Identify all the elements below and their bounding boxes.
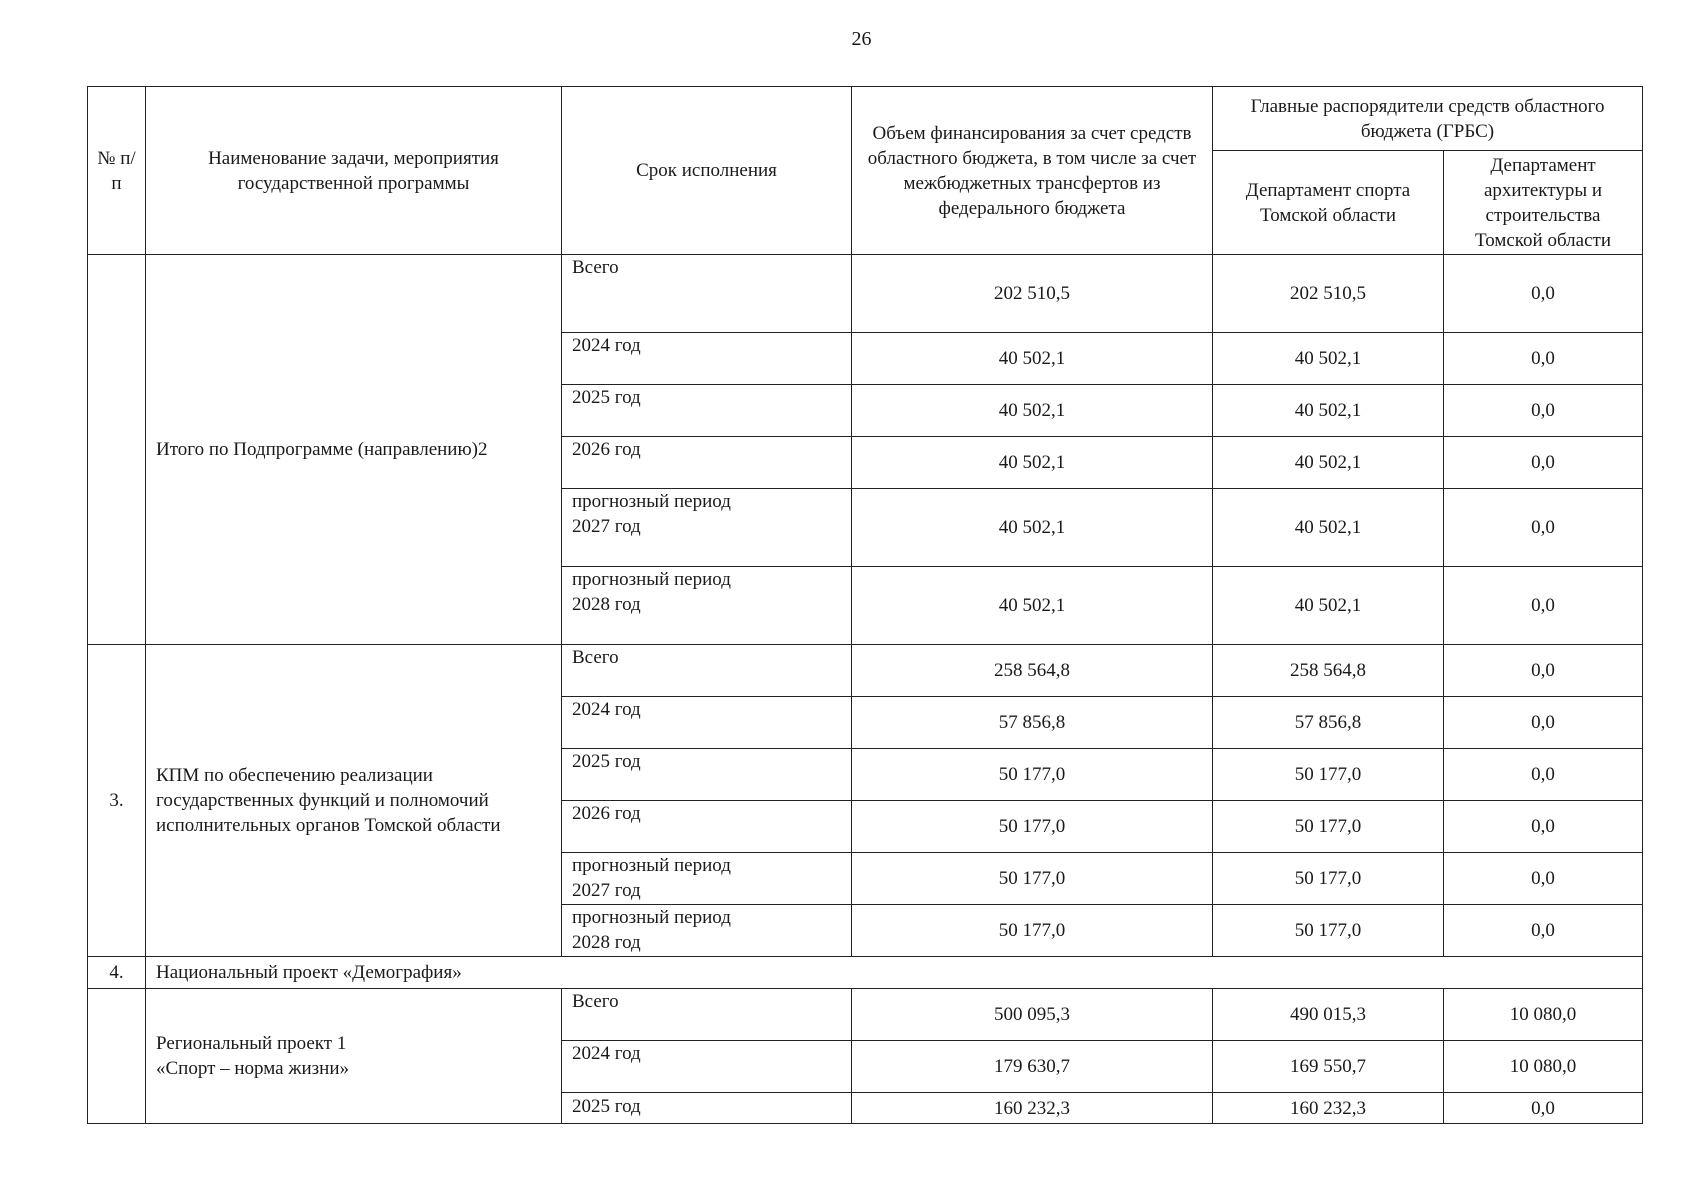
term-cell bbox=[562, 1093, 852, 1124]
header-term: Срок исполнения bbox=[562, 87, 852, 255]
dept-architecture-value: 0,0 bbox=[1444, 749, 1643, 801]
row-number bbox=[88, 255, 146, 645]
funding-volume: 50 177,0 bbox=[852, 853, 1213, 905]
row-number: 3. bbox=[88, 645, 146, 957]
funding-volume: 57 856,8 bbox=[852, 697, 1213, 749]
term-cell bbox=[562, 749, 852, 801]
dept-sport-value: 40 502,1 bbox=[1213, 385, 1444, 437]
term-cell bbox=[562, 645, 852, 697]
term-label: прогнозный период bbox=[572, 491, 731, 512]
term-label: прогнозный период bbox=[572, 855, 731, 876]
dept-architecture-value: 0,0 bbox=[1444, 905, 1643, 957]
page-number: 26 bbox=[851, 28, 872, 50]
project-name bbox=[146, 989, 562, 1124]
project-name-line: Региональный проект 1 bbox=[156, 1033, 347, 1054]
dept-architecture-value: 0,0 bbox=[1444, 255, 1643, 333]
term-cell bbox=[562, 1041, 852, 1093]
header-number: № п/п bbox=[88, 87, 146, 255]
table-row bbox=[88, 989, 1643, 1041]
dept-architecture-value: 10 080,0 bbox=[1444, 1041, 1643, 1093]
dept-architecture-value: 0,0 bbox=[1444, 333, 1643, 385]
term-cell bbox=[562, 905, 852, 957]
funding-volume: 202 510,5 bbox=[852, 255, 1213, 333]
dept-sport-value: 40 502,1 bbox=[1213, 567, 1444, 645]
dept-architecture-value: 0,0 bbox=[1444, 385, 1643, 437]
dept-architecture-value: 0,0 bbox=[1444, 801, 1643, 853]
dept-sport-value: 57 856,8 bbox=[1213, 697, 1444, 749]
funding-volume: 160 232,3 bbox=[852, 1093, 1213, 1124]
funding-volume: 40 502,1 bbox=[852, 437, 1213, 489]
dept-sport-value: 50 177,0 bbox=[1213, 749, 1444, 801]
term-label: 2025 год bbox=[572, 751, 641, 772]
term-cell bbox=[562, 697, 852, 749]
task-name: КПМ по обеспечению реализации государственных функций и полномочий исполнительных органов Томской области bbox=[146, 645, 562, 957]
term-year: 2028 год bbox=[572, 594, 641, 615]
dept-sport-value: 50 177,0 bbox=[1213, 853, 1444, 905]
funding-volume: 179 630,7 bbox=[852, 1041, 1213, 1093]
term-year: 2028 год bbox=[572, 932, 641, 953]
section-title: Национальный проект «Демография» bbox=[146, 957, 1643, 989]
header-funding-volume: Объем финансирования за счет средств областного бюджета, в том числе за счет межбюджетных трансфертов из федерального бюджета bbox=[852, 87, 1213, 255]
row-number bbox=[88, 989, 146, 1124]
dept-sport-value: 490 015,3 bbox=[1213, 989, 1444, 1041]
term-cell bbox=[562, 437, 852, 489]
header-grbs: Главные распорядители средств областного бюджета (ГРБС) bbox=[1213, 87, 1643, 151]
funding-volume: 50 177,0 bbox=[852, 801, 1213, 853]
term-label: 2026 год bbox=[572, 439, 641, 460]
table-row bbox=[88, 255, 1643, 333]
dept-sport-value: 40 502,1 bbox=[1213, 333, 1444, 385]
dept-architecture-value: 0,0 bbox=[1444, 489, 1643, 567]
term-label: Всего bbox=[572, 647, 619, 668]
term-cell bbox=[562, 385, 852, 437]
funding-volume: 40 502,1 bbox=[852, 489, 1213, 567]
dept-sport-value: 160 232,3 bbox=[1213, 1093, 1444, 1124]
dept-sport-value: 50 177,0 bbox=[1213, 801, 1444, 853]
term-label: Всего bbox=[572, 991, 619, 1012]
section-number: 4. bbox=[88, 957, 146, 989]
dept-sport-value: 50 177,0 bbox=[1213, 905, 1444, 957]
funding-volume: 40 502,1 bbox=[852, 567, 1213, 645]
term-cell bbox=[562, 255, 852, 333]
term-cell bbox=[562, 853, 852, 905]
dept-architecture-value: 0,0 bbox=[1444, 697, 1643, 749]
dept-sport-value: 169 550,7 bbox=[1213, 1041, 1444, 1093]
dept-sport-value: 202 510,5 bbox=[1213, 255, 1444, 333]
dept-architecture-value: 0,0 bbox=[1444, 853, 1643, 905]
header-task-name: Наименование задачи, мероприятия государственной программы bbox=[146, 87, 562, 255]
term-cell bbox=[562, 489, 852, 567]
dept-sport-value: 40 502,1 bbox=[1213, 437, 1444, 489]
budget-table bbox=[87, 86, 1643, 1124]
term-cell bbox=[562, 989, 852, 1041]
term-label: 2025 год bbox=[572, 387, 641, 408]
dept-sport-value: 258 564,8 bbox=[1213, 645, 1444, 697]
funding-volume: 500 095,3 bbox=[852, 989, 1213, 1041]
funding-volume: 50 177,0 bbox=[852, 749, 1213, 801]
term-label: 2025 год bbox=[572, 1096, 641, 1117]
table-row bbox=[88, 645, 1643, 697]
dept-architecture-value: 0,0 bbox=[1444, 1093, 1643, 1124]
term-label: 2024 год bbox=[572, 335, 641, 356]
term-label: 2026 год bbox=[572, 803, 641, 824]
term-label: 2024 год bbox=[572, 1043, 641, 1064]
term-cell bbox=[562, 567, 852, 645]
section-row bbox=[88, 957, 1643, 989]
term-year: 2027 год bbox=[572, 516, 641, 537]
dept-architecture-value: 0,0 bbox=[1444, 645, 1643, 697]
dept-architecture-value: 0,0 bbox=[1444, 567, 1643, 645]
term-cell bbox=[562, 801, 852, 853]
funding-volume: 258 564,8 bbox=[852, 645, 1213, 697]
term-label: прогнозный период bbox=[572, 907, 731, 928]
term-year: 2027 год bbox=[572, 880, 641, 901]
dept-architecture-value: 0,0 bbox=[1444, 437, 1643, 489]
funding-volume: 40 502,1 bbox=[852, 333, 1213, 385]
task-name: Итого по Подпрограмме (направлению)2 bbox=[146, 255, 562, 645]
dept-sport-value: 40 502,1 bbox=[1213, 489, 1444, 567]
dept-architecture-value: 10 080,0 bbox=[1444, 989, 1643, 1041]
project-name-line: «Спорт – норма жизни» bbox=[156, 1058, 349, 1079]
header-dept-architecture: Департамент архитектуры и строительства Томской области bbox=[1444, 151, 1643, 255]
funding-volume: 40 502,1 bbox=[852, 385, 1213, 437]
funding-volume: 50 177,0 bbox=[852, 905, 1213, 957]
term-label: прогнозный период bbox=[572, 569, 731, 590]
term-label: Всего bbox=[572, 257, 619, 278]
term-label: 2024 год bbox=[572, 699, 641, 720]
header-dept-sport: Департамент спорта Томской области bbox=[1213, 151, 1444, 255]
term-cell bbox=[562, 333, 852, 385]
